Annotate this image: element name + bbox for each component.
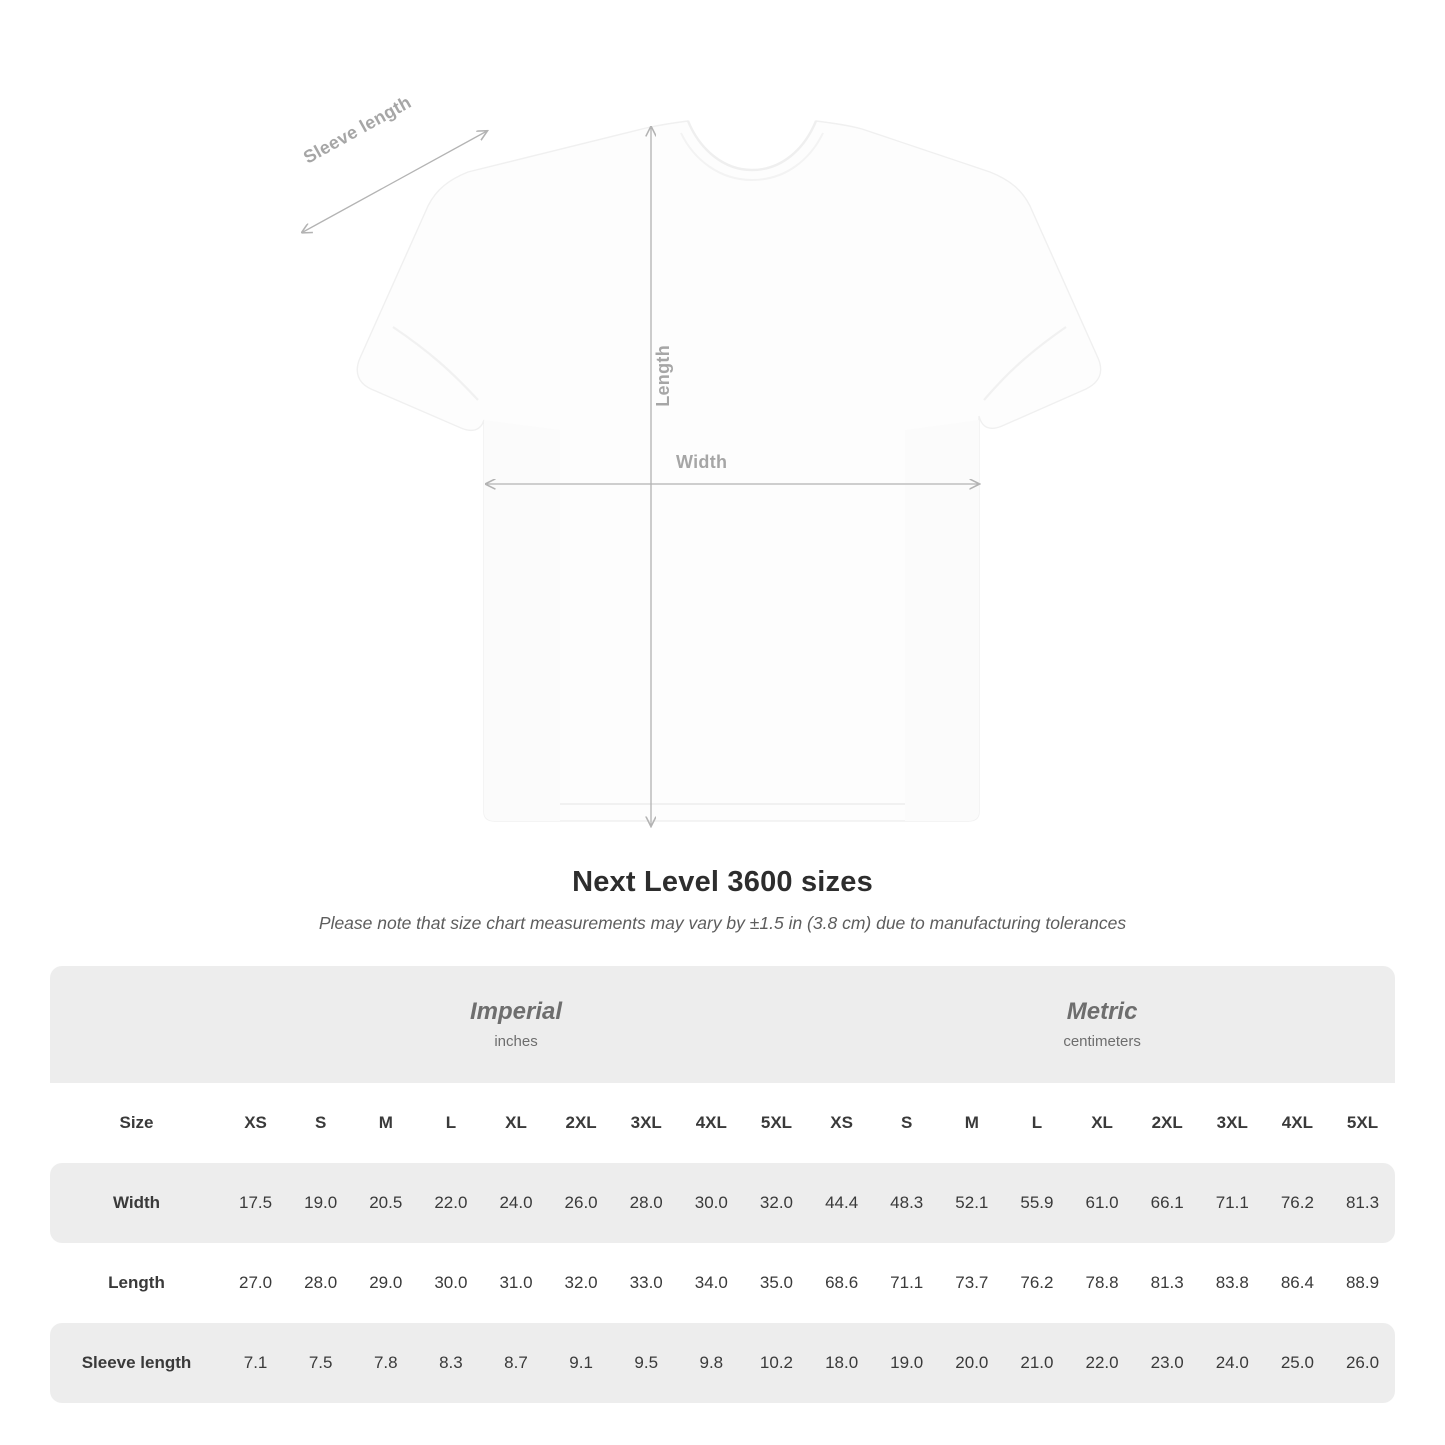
table-cell: 73.7 — [955, 1273, 989, 1292]
size-chart-table — [50, 966, 1395, 1403]
size-header-cell: 2XL — [1151, 1113, 1183, 1132]
table-cell: 8.3 — [439, 1353, 463, 1372]
table-cell: 48.3 — [890, 1193, 924, 1212]
size-header-cell: 4XL — [1281, 1113, 1313, 1132]
table-cell: 9.5 — [634, 1353, 659, 1372]
table-cell: 88.9 — [1345, 1273, 1380, 1292]
table-cell: 30.0 — [694, 1193, 728, 1212]
size-header-cell: 5XL — [1346, 1113, 1379, 1132]
imperial-sub: inches — [494, 1032, 538, 1050]
table-cell: 83.8 — [1215, 1273, 1249, 1292]
table-cell: 19.0 — [890, 1353, 924, 1372]
tshirt-shape — [357, 121, 1100, 821]
table-cell: 55.9 — [1020, 1193, 1054, 1212]
size-header-cell: M — [964, 1113, 979, 1132]
sleeve-length-label: Sleeve length — [300, 91, 415, 168]
table-cell: 26.0 — [564, 1193, 598, 1212]
table-cell: 71.1 — [1215, 1193, 1249, 1212]
table-cell: 81.3 — [1150, 1273, 1184, 1292]
title-block — [0, 866, 1445, 934]
table-cell: 7.1 — [243, 1353, 268, 1372]
width-label: Width — [676, 452, 728, 472]
table-cell: 33.0 — [629, 1273, 663, 1292]
table-cell: 7.5 — [308, 1353, 333, 1372]
row-label: Length — [108, 1273, 165, 1292]
size-header-cell: 3XL — [1216, 1113, 1248, 1132]
table-cell: 31.0 — [499, 1273, 533, 1292]
table-cell: 71.1 — [890, 1273, 924, 1292]
table-cell: 10.2 — [759, 1353, 794, 1372]
table-cell: 66.1 — [1150, 1193, 1184, 1212]
table-cell: 20.5 — [369, 1193, 403, 1212]
table-cell: 22.0 — [1085, 1353, 1119, 1372]
size-header-cell: 3XL — [630, 1113, 662, 1132]
table-row — [50, 1323, 1395, 1403]
table-cell: 17.5 — [239, 1193, 273, 1212]
row-label: Width — [112, 1193, 161, 1212]
table-cell: 9.8 — [699, 1353, 724, 1372]
table-row — [50, 1243, 1395, 1323]
table-cell: 34.0 — [694, 1273, 728, 1292]
tolerance-note: Please note that size chart measurements may vary by ±1.5 in (3.8 cm) due to manufacturing tolerances — [318, 913, 1127, 933]
table-cell: 20.0 — [955, 1353, 989, 1372]
size-header-cell: XL — [505, 1113, 527, 1132]
table-cell: 18.0 — [825, 1353, 859, 1372]
table-cell: 35.0 — [759, 1273, 794, 1292]
size-header-cell: XS — [830, 1113, 853, 1132]
table-cell: 25.0 — [1280, 1353, 1314, 1372]
table-cell: 81.3 — [1345, 1193, 1380, 1212]
table-cell: 78.8 — [1085, 1273, 1119, 1292]
size-table-wrapper — [50, 966, 1395, 1403]
row-label: Sleeve length — [81, 1353, 192, 1372]
table-cell: 32.0 — [564, 1273, 598, 1292]
unit-spacer-cell — [50, 966, 223, 1083]
size-header-cell: 2XL — [565, 1113, 597, 1132]
table-cell: 19.0 — [304, 1193, 338, 1212]
table-cell: 28.0 — [629, 1193, 663, 1212]
table-cell: 21.0 — [1020, 1353, 1054, 1372]
table-cell: 29.0 — [369, 1273, 403, 1292]
size-header-cell: XL — [1091, 1113, 1113, 1132]
table-cell: 76.2 — [1020, 1273, 1054, 1292]
size-header-cell: L — [445, 1113, 457, 1132]
table-cell: 24.0 — [499, 1193, 533, 1212]
size-header-row — [50, 1083, 1395, 1163]
table-cell: 7.8 — [373, 1353, 398, 1372]
size-header-cell: XS — [244, 1113, 267, 1132]
table-cell: 26.0 — [1345, 1353, 1380, 1372]
size-header-cell: L — [1031, 1113, 1043, 1132]
metric-label: Metric — [1066, 998, 1138, 1026]
table-row — [50, 1163, 1395, 1243]
table-cell: 8.7 — [504, 1353, 528, 1372]
size-header-cell: 5XL — [760, 1113, 793, 1132]
metric-sub: centimeters — [1063, 1032, 1141, 1050]
table-cell: 86.4 — [1280, 1273, 1314, 1292]
size-header-cell: S — [901, 1113, 913, 1132]
table-cell: 9.1 — [569, 1353, 593, 1372]
unit-header-row — [50, 966, 1395, 1083]
table-cell: 22.0 — [434, 1193, 468, 1212]
page-title: Next Level 3600 sizes — [572, 866, 873, 898]
table-cell: 24.0 — [1215, 1353, 1249, 1372]
table-cell: 28.0 — [304, 1273, 338, 1292]
table-cell: 30.0 — [434, 1273, 468, 1292]
size-header-cell: S — [314, 1113, 327, 1132]
size-header-cell: M — [378, 1113, 393, 1132]
table-cell: 61.0 — [1085, 1193, 1119, 1212]
table-cell: 32.0 — [759, 1193, 794, 1212]
table-cell: 27.0 — [239, 1273, 273, 1292]
table-cell: 52.1 — [955, 1193, 989, 1212]
length-label: Length — [653, 345, 673, 407]
imperial-label: Imperial — [470, 998, 563, 1026]
size-header-label: Size — [119, 1113, 154, 1132]
unit-group-metric — [809, 966, 1395, 1083]
size-header-cell: 4XL — [695, 1113, 727, 1132]
table-cell: 44.4 — [825, 1193, 859, 1212]
table-cell: 23.0 — [1150, 1353, 1184, 1372]
table-cell: 76.2 — [1280, 1193, 1314, 1212]
table-cell: 68.6 — [825, 1273, 859, 1292]
unit-group-imperial — [223, 966, 809, 1083]
